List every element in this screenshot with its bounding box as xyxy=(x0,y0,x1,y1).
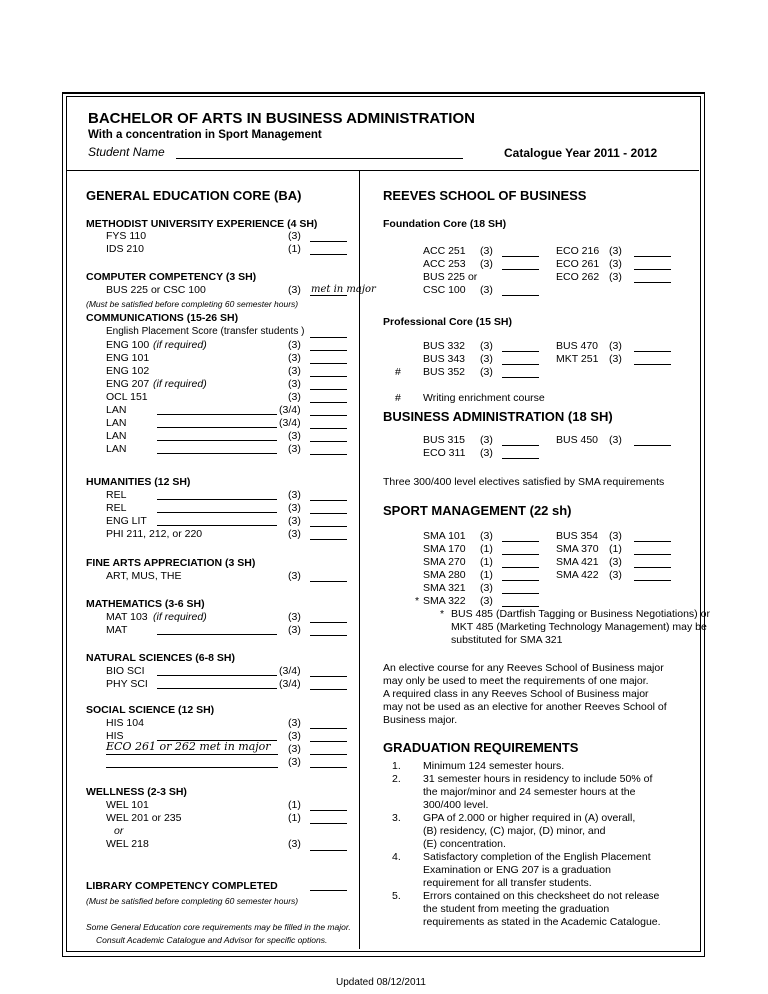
grad-item-text: requirements as stated in the Academic Catalogue. xyxy=(423,916,661,928)
course-label: REL xyxy=(106,489,127,501)
course-note: (if required) xyxy=(153,378,207,390)
page-subtitle: With a concentration in Sport Management xyxy=(88,129,322,141)
lan-entry-field[interactable] xyxy=(157,453,277,454)
check-blank[interactable] xyxy=(502,567,539,568)
grad-item-number: 5. xyxy=(392,890,401,902)
course-label: PHY SCI xyxy=(106,678,148,690)
sh-label: (3/4) xyxy=(279,678,301,690)
check-blank[interactable] xyxy=(502,351,539,352)
lan-entry-field[interactable] xyxy=(157,414,277,415)
sh-label: (3) xyxy=(480,353,493,365)
sh-computer: (3) xyxy=(288,284,301,296)
course-label: BUS 354 xyxy=(556,530,599,542)
sh-label: (3) xyxy=(609,258,622,270)
sport-title: SPORT MANAGEMENT (22 sh) xyxy=(383,503,572,518)
check-blank[interactable] xyxy=(310,741,347,742)
check-blank[interactable] xyxy=(634,269,671,270)
sh-label: (3) xyxy=(288,352,301,364)
natural-title: NATURAL SCIENCES (6-8 SH) xyxy=(86,652,235,664)
sh-label: (3) xyxy=(480,284,493,296)
sh-fys110: (3) xyxy=(288,230,301,242)
check-blank[interactable] xyxy=(310,441,347,442)
check-blank[interactable] xyxy=(502,580,539,581)
check-blank[interactable] xyxy=(310,350,347,351)
sh-label: (3) xyxy=(609,271,622,283)
course-note: (if required) xyxy=(153,611,207,623)
course-label: BUS 470 xyxy=(556,340,599,352)
header-divider xyxy=(67,170,699,171)
check-blank[interactable] xyxy=(634,364,671,365)
course-label: OCL 151 xyxy=(106,391,148,403)
check-blank[interactable] xyxy=(310,728,347,729)
course-entry-field[interactable] xyxy=(157,525,277,526)
elective-note-3: A required class in any Reeves School of Business major xyxy=(383,688,649,700)
student-name-label: Student Name xyxy=(88,145,165,159)
course-label: WEL 201 or 235 xyxy=(106,812,182,824)
grad-item-text: Satisfactory completion of the English Placement xyxy=(423,851,651,863)
grad-item-text: 31 semester hours in residency to include 50% of xyxy=(423,773,653,785)
check-blank[interactable] xyxy=(310,526,347,527)
placement-score-label: English Placement Score (transfer students ) xyxy=(106,326,305,337)
sh-fine-arts: (3) xyxy=(288,570,301,582)
course-label: LAN xyxy=(106,443,127,455)
wellness-title: WELLNESS (2-3 SH) xyxy=(86,786,187,798)
foundation-title: Foundation Core (18 SH) xyxy=(383,218,507,230)
check-blank[interactable] xyxy=(310,539,347,540)
sh-label: (3) xyxy=(609,434,622,446)
sh-label: (3) xyxy=(288,365,301,377)
sh-label: (3) xyxy=(288,624,301,636)
writing-mark: # xyxy=(395,392,401,404)
elective-note-1: An elective course for any Reeves School of Business major xyxy=(383,662,664,674)
check-blank[interactable] xyxy=(310,754,347,755)
course-label: SMA 280 xyxy=(423,569,466,581)
sh-label: (3) xyxy=(288,717,301,729)
grad-item-number: 1. xyxy=(392,760,401,772)
course-label: ENG 101 xyxy=(106,352,150,364)
grad-item-number: 2. xyxy=(392,773,401,785)
sh-label: (1) xyxy=(609,543,622,555)
check-blank[interactable] xyxy=(310,402,347,403)
sh-label: (3/4) xyxy=(279,417,301,429)
sh-label: (3) xyxy=(480,434,493,446)
professional-title: Professional Core (15 SH) xyxy=(383,316,512,328)
course-label: BUS 352 xyxy=(423,366,466,378)
sh-label: (3) xyxy=(609,353,622,365)
grad-item-text: 300/400 level. xyxy=(423,799,489,811)
check-blank[interactable] xyxy=(310,689,347,690)
course-fine-arts: ART, MUS, THE xyxy=(106,570,182,582)
check-blank[interactable] xyxy=(502,541,539,542)
course-entry-field[interactable] xyxy=(157,499,277,500)
handwritten-eco-note: ECO 261 or 262 met in major xyxy=(106,740,271,753)
sh-label: (3/4) xyxy=(279,404,301,416)
sh-label: (3) xyxy=(480,447,493,459)
sh-label: (3) xyxy=(288,430,301,442)
course-note: (if required) xyxy=(153,339,207,351)
graduation-title: GRADUATION REQUIREMENTS xyxy=(383,740,579,755)
sh-label: (3) xyxy=(480,258,493,270)
page-title: BACHELOR OF ARTS IN BUSINESS ADMINISTRATION xyxy=(88,110,475,127)
footnote-1: Some General Education core requirements may be filled in the major. xyxy=(86,922,351,932)
sh-label: (3) xyxy=(288,611,301,623)
sh-label: (1) xyxy=(288,799,301,811)
check-blank[interactable] xyxy=(634,445,671,446)
sh-label: (3) xyxy=(288,528,301,540)
humanities-title: HUMANITIES (12 SH) xyxy=(86,476,191,488)
wellness-or: or xyxy=(114,825,124,837)
check-blank[interactable] xyxy=(310,810,347,811)
sh-label: (3) xyxy=(288,489,301,501)
course-label: ECO 262 xyxy=(556,271,600,283)
library-title: LIBRARY COMPETENCY COMPLETED xyxy=(86,880,278,892)
course-computer: BUS 225 or CSC 100 xyxy=(106,284,206,296)
sh-label: (3) xyxy=(480,582,493,594)
check-computer[interactable] xyxy=(310,295,347,296)
handwritten-met-in-major: met in major xyxy=(311,284,376,295)
check-blank[interactable] xyxy=(634,567,671,568)
lan-entry-field[interactable] xyxy=(157,440,277,441)
course-entry-field[interactable] xyxy=(106,767,278,768)
check-blank[interactable] xyxy=(310,376,347,377)
sh-label: (3) xyxy=(288,378,301,390)
check-blank[interactable] xyxy=(502,593,539,594)
course-entry-field[interactable] xyxy=(106,754,278,755)
check-blank[interactable] xyxy=(310,415,347,416)
sh-label: (3) xyxy=(480,340,493,352)
course-entry-field[interactable] xyxy=(157,634,277,635)
course-label: MAT 103 xyxy=(106,611,148,623)
check-wel218[interactable] xyxy=(310,850,347,851)
electives-note: Three 300/400 level electives satisfied by SMA requirements xyxy=(383,476,665,488)
sport-mark: * xyxy=(415,595,420,607)
check-blank[interactable] xyxy=(310,823,347,824)
course-label: BUS 225 or xyxy=(423,271,478,283)
lan-entry-field[interactable] xyxy=(157,427,277,428)
elective-note-4: may not be used as an elective for another Reeves School of xyxy=(383,701,667,713)
sh-label: (1) xyxy=(480,543,493,555)
library-note: (Must be satisfied before completing 60 semester hours) xyxy=(86,896,299,906)
reeves-title: REEVES SCHOOL OF BUSINESS xyxy=(383,188,587,203)
computer-note: (Must be satisfied before completing 60 semester hours) xyxy=(86,299,299,309)
sh-ids210: (1) xyxy=(288,243,301,255)
course-label: SMA 322 xyxy=(423,595,466,607)
check-fys110[interactable] xyxy=(310,241,347,242)
fine-arts-title: FINE ARTS APPRECIATION (3 SH) xyxy=(86,557,256,569)
sh-label: (3) xyxy=(609,340,622,352)
grad-item-text: Minimum 124 semester hours. xyxy=(423,760,565,772)
course-label: BUS 332 xyxy=(423,340,466,352)
sport-note-2: MKT 485 (Marketing Technology Management) may be xyxy=(451,621,707,633)
check-blank[interactable] xyxy=(310,454,347,455)
check-blank[interactable] xyxy=(502,269,539,270)
sh-label: (3) xyxy=(288,391,301,403)
check-fine-arts[interactable] xyxy=(310,581,347,582)
sh-wel218: (3) xyxy=(288,838,301,850)
elective-note-2: may only be used to meet the requirements of one major. xyxy=(383,675,649,687)
course-entry-field[interactable] xyxy=(157,688,277,689)
gen-ed-title: GENERAL EDUCATION CORE (BA) xyxy=(86,188,302,203)
check-blank[interactable] xyxy=(310,428,347,429)
methodist-title: METHODIST UNIVERSITY EXPERIENCE (4 SH) xyxy=(86,218,318,230)
sport-note-mark: * xyxy=(440,608,445,620)
course-label: SMA 270 xyxy=(423,556,466,568)
grad-item-text: (B) residency, (C) major, (D) minor, and xyxy=(423,825,606,837)
course-label: ENG 207 xyxy=(106,378,150,390)
writing-note: Writing enrichment course xyxy=(423,392,545,404)
grad-item-text: the major/minor and 24 semester hours at the xyxy=(423,786,636,798)
bus-admin-title: BUSINESS ADMINISTRATION (18 SH) xyxy=(383,409,613,424)
course-label: ECO 216 xyxy=(556,245,600,257)
course-label: ENG 102 xyxy=(106,365,150,377)
course-wel218: WEL 218 xyxy=(106,838,149,850)
check-blank[interactable] xyxy=(634,351,671,352)
footnote-2: Consult Academic Catalogue and Advisor for specific options. xyxy=(96,935,328,945)
elective-note-5: Business major. xyxy=(383,714,458,726)
sh-label: (3) xyxy=(609,530,622,542)
course-label: SMA 170 xyxy=(423,543,466,555)
sh-label: (1) xyxy=(480,569,493,581)
course-label: MKT 251 xyxy=(556,353,599,365)
course-fys110: FYS 110 xyxy=(106,230,147,242)
sh-label: (3) xyxy=(480,530,493,542)
check-placement[interactable] xyxy=(310,337,347,338)
course-ids210: IDS 210 xyxy=(106,243,144,255)
course-label: ACC 251 xyxy=(423,245,466,257)
grad-item-text: Examination or ENG 207 is a graduation xyxy=(423,864,611,876)
course-label: BUS 343 xyxy=(423,353,466,365)
sh-label: (3) xyxy=(288,756,301,768)
course-label: HIS xyxy=(106,730,124,742)
catalogue-year: Catalogue Year 2011 - 2012 xyxy=(504,146,658,160)
check-blank[interactable] xyxy=(634,256,671,257)
sh-label: (3/4) xyxy=(279,665,301,677)
sh-label: (3) xyxy=(480,595,493,607)
check-blank[interactable] xyxy=(634,580,671,581)
check-blank[interactable] xyxy=(310,676,347,677)
grad-item-number: 4. xyxy=(392,851,401,863)
sh-label: (1) xyxy=(288,812,301,824)
sh-label: (3) xyxy=(288,502,301,514)
course-label: BIO SCI xyxy=(106,665,145,677)
computer-title: COMPUTER COMPETENCY (3 SH) xyxy=(86,271,257,283)
course-label: PHI 211, 212, or 220 xyxy=(106,528,203,540)
course-label: ENG LIT xyxy=(106,515,147,527)
sh-label: (3) xyxy=(288,443,301,455)
course-label: SMA 421 xyxy=(556,556,599,568)
sh-label: (3) xyxy=(609,569,622,581)
sh-label: (3) xyxy=(288,743,301,755)
check-ids210[interactable] xyxy=(310,254,347,255)
check-blank[interactable] xyxy=(502,445,539,446)
check-blank[interactable] xyxy=(310,513,347,514)
check-blank[interactable] xyxy=(502,256,539,257)
course-label: CSC 100 xyxy=(423,284,466,296)
check-blank[interactable] xyxy=(502,458,539,459)
sh-label: (3) xyxy=(609,556,622,568)
student-name-field[interactable] xyxy=(176,158,463,159)
grad-item-text: the student from meeting the graduation xyxy=(423,903,610,915)
sh-label: (3) xyxy=(480,366,493,378)
check-blank[interactable] xyxy=(634,541,671,542)
course-label: SMA 101 xyxy=(423,530,466,542)
writing-mark: # xyxy=(395,366,401,378)
grad-item-text: requirement for all transfer students. xyxy=(423,877,592,889)
updated-date: Updated 08/12/2011 xyxy=(336,977,426,988)
course-label: SMA 422 xyxy=(556,569,599,581)
sh-label: (3) xyxy=(609,245,622,257)
check-blank[interactable] xyxy=(634,554,671,555)
grad-item-number: 3. xyxy=(392,812,401,824)
check-library[interactable] xyxy=(310,890,347,891)
check-blank[interactable] xyxy=(310,363,347,364)
check-blank[interactable] xyxy=(310,767,347,768)
sh-label: (1) xyxy=(480,556,493,568)
check-blank[interactable] xyxy=(502,606,539,607)
communications-title: COMMUNICATIONS (15-26 SH) xyxy=(86,312,239,324)
course-label: LAN xyxy=(106,430,127,442)
course-label: BUS 450 xyxy=(556,434,599,446)
grad-item-text: (E) concentration. xyxy=(423,838,506,850)
check-blank[interactable] xyxy=(502,554,539,555)
course-label: REL xyxy=(106,502,127,514)
sh-label: (3) xyxy=(288,339,301,351)
sh-label: (3) xyxy=(480,245,493,257)
course-label: ACC 253 xyxy=(423,258,466,270)
course-label: WEL 101 xyxy=(106,799,149,811)
social-title: SOCIAL SCIENCE (12 SH) xyxy=(86,704,215,716)
check-blank[interactable] xyxy=(502,377,539,378)
course-label: ECO 311 xyxy=(423,447,466,459)
course-label: BUS 315 xyxy=(423,434,466,446)
course-label: HIS 104 xyxy=(106,717,144,729)
sh-label: (3) xyxy=(288,730,301,742)
check-blank[interactable] xyxy=(310,622,347,623)
sh-label: (3) xyxy=(288,515,301,527)
grad-item-text: Errors contained on this checksheet do not release xyxy=(423,890,660,902)
course-label: ENG 100 xyxy=(106,339,150,351)
math-title: MATHEMATICS (3-6 SH) xyxy=(86,598,205,610)
course-label: MAT xyxy=(106,624,128,636)
check-blank[interactable] xyxy=(310,389,347,390)
course-entry-field[interactable] xyxy=(157,675,277,676)
check-blank[interactable] xyxy=(310,500,347,501)
course-label: SMA 321 xyxy=(423,582,466,594)
course-entry-field[interactable] xyxy=(157,512,277,513)
course-label: LAN xyxy=(106,417,127,429)
sport-note-1: BUS 485 (Dartfish Tagging or Business Negotiations) or xyxy=(451,608,710,620)
check-blank[interactable] xyxy=(310,635,347,636)
course-label: SMA 370 xyxy=(556,543,599,555)
course-label: ECO 261 xyxy=(556,258,600,270)
sport-note-3: substituted for SMA 321 xyxy=(451,634,563,646)
check-blank[interactable] xyxy=(634,282,671,283)
grad-item-text: GPA of 2.000 or higher required in (A) overall, xyxy=(423,812,636,824)
check-blank[interactable] xyxy=(502,295,539,296)
course-label: LAN xyxy=(106,404,127,416)
check-blank[interactable] xyxy=(502,364,539,365)
